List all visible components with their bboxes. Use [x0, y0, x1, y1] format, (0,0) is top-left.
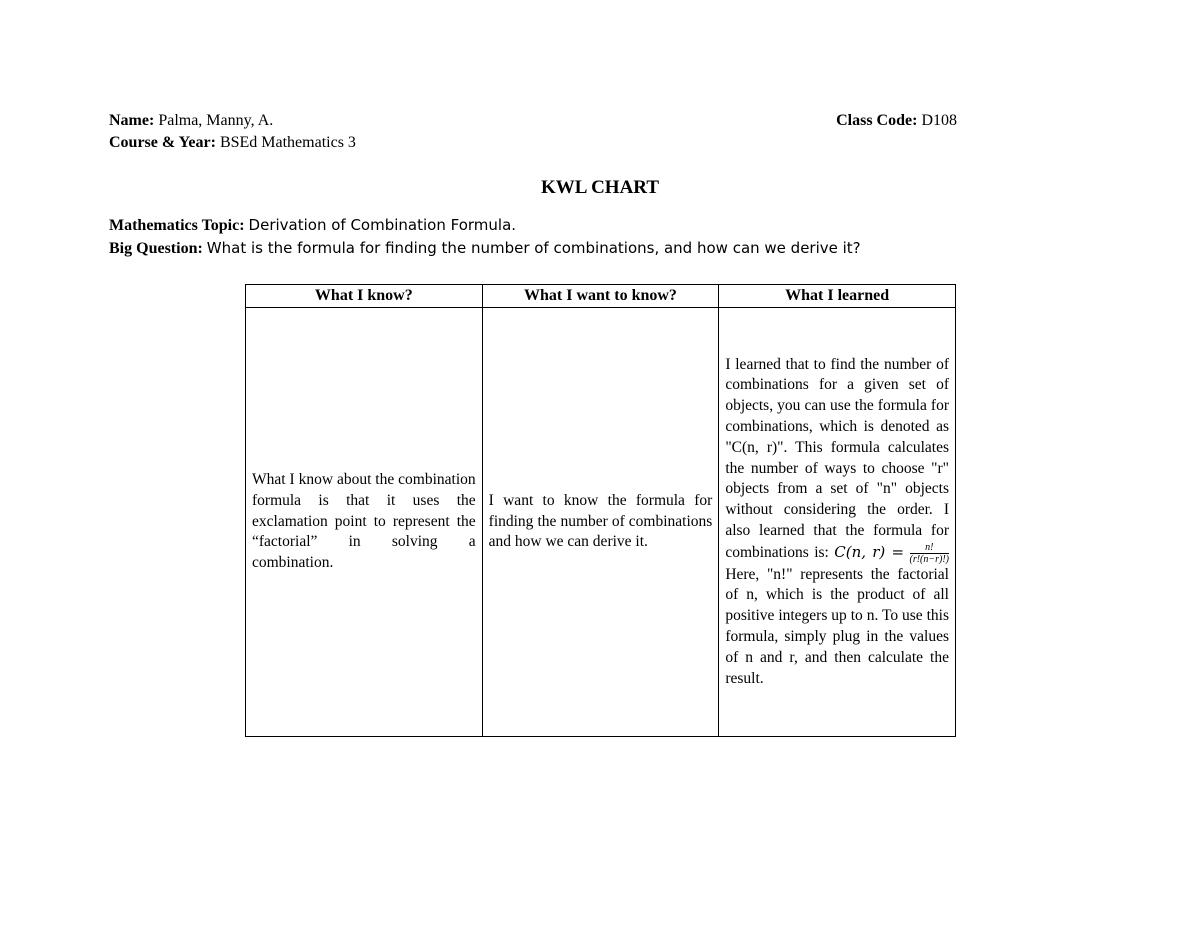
cell-know: What I know about the combination formula is that it uses the exclamation point to represent the “factorial” in solving a combination.: [246, 308, 483, 737]
big-question: Big Question: What is the formula for finding the number of combinations, and how can we derive it?: [109, 239, 861, 257]
formula-fraction: [910, 542, 950, 565]
cell-learned: [719, 308, 956, 737]
header-row-1: [109, 110, 957, 132]
learned-text-1: I learned that to find the number of combinations for a given set of objects, you can use the formula for combinations, which is denoted as "C(n, r)". This formula calculates the number of ways to choose "r" objects from a set of "n" objects without considering the order. I also learned that the formula for combinations is:: [725, 355, 949, 561]
class-code: Class Code: D108: [836, 112, 957, 129]
formula-denominator: (r!(n−r)!): [909, 553, 950, 565]
page-title: KWL CHART: [540, 177, 660, 198]
mathematics-topic: Mathematics Topic: Derivation of Combination Formula.: [109, 216, 517, 234]
formula-lhs: C(n, r) =: [834, 542, 905, 561]
kwl-table: [245, 284, 956, 737]
formula-numerator: n!: [910, 542, 950, 554]
header-know: What I know?: [246, 285, 483, 308]
cell-want: I want to know the formula for finding the number of combinations and how we can derive it.: [482, 308, 719, 737]
header-want: What I want to know?: [482, 285, 719, 308]
document-header: [109, 110, 957, 154]
header-learned: What I learned: [719, 285, 956, 308]
course-year: Course & Year: BSEd Mathematics 3: [109, 134, 356, 151]
table-row: [246, 308, 956, 737]
table-header-row: [246, 285, 956, 308]
learned-text-2: Here, "n!" represents the factorial of n, which is the product of all positive integers up to n. To use this formula, simply plug in the values of n and r, and then calculate the result.: [725, 565, 949, 687]
topic-block: [109, 214, 1009, 260]
student-name: Name: Palma, Manny, A.: [109, 112, 274, 129]
